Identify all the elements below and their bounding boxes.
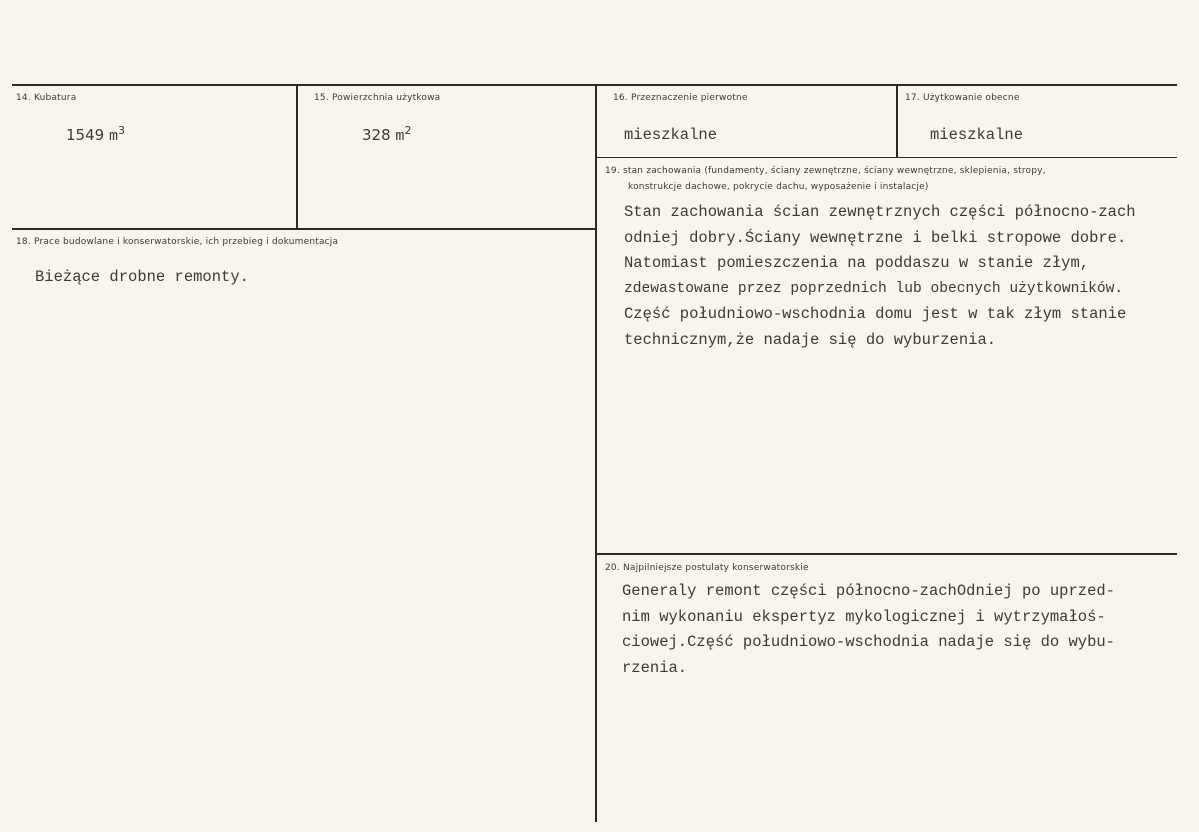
divider-row-14-15 [12,228,597,230]
field-20-line: ciowej.Część południowo-wschodnia nadaje się do wybu- [622,633,1115,651]
field-19-line: Stan zachowania ścian zewnętrznych części północno-zach [624,203,1136,221]
field-14-label: 14. Kubatura [16,93,77,103]
field-15-number: 328 [362,126,391,144]
field-18-value: Bieżące drobne remonty. [35,268,249,286]
field-19-label-line1: 19. stan zachowania (fundamenty, ściany zewnętrzne, ściany wewnętrzne, sklepienia, stropy, [605,166,1046,176]
field-15-unit: m [395,128,405,145]
field-19-line: Natomiast pomieszczenia na poddaszu w stanie złym, [624,254,1090,272]
field-15-exponent: 2 [404,124,412,137]
field-15-label: 15. Powierzchnia użytkowa [314,93,441,103]
field-14-exponent: 3 [117,124,125,137]
field-19-line: technicznym,że nadaje się do wyburzenia. [624,330,997,349]
field-15-value [362,124,411,145]
field-14-number: 1549 [66,126,105,144]
divider-main-vertical [595,86,597,822]
field-14-value [66,124,125,145]
divider-16-17 [896,86,898,158]
field-19-text [624,200,1136,353]
field-17-label: 17. Użytkowanie obecne [905,93,1020,103]
field-20-label: 20. Najpilniejsze postulaty konserwatorskie [605,563,809,573]
field-16-label: 16. Przeznaczenie pierwotne [613,93,748,103]
field-19-line: zdewastowane przez poprzednich lub obecnych użytkowników. [624,280,1124,297]
field-19-label-line2: konstrukcje dachowe, pokrycie dachu, wyposażenie i instalacje) [628,182,929,192]
field-20-line: Generaly remont części północno-zachOdniej po uprzed- [622,582,1115,600]
divider-row-19-20 [597,553,1177,555]
divider-14-15 [296,86,298,229]
divider-row-16-17 [597,157,1177,158]
field-19-line: Część południowo-wschodnia domu jest w tak złym stanie [624,305,1127,323]
field-20-text [622,579,1115,681]
field-20-line: nim wykonaniu ekspertyz mykologicznej i wytrzymałoś- [622,607,1106,626]
field-16-value: mieszkalne [624,126,718,144]
field-17-value: mieszkalne [930,126,1024,144]
field-18-label: 18. Prace budowlane i konserwatorskie, ich przebieg i dokumentacja [16,237,339,247]
field-14-unit: m [108,128,118,145]
field-19-line: odniej dobry.Ściany wewnętrzne i belki stropowe dobre. [624,228,1127,247]
field-20-line: rzenia. [622,658,688,677]
